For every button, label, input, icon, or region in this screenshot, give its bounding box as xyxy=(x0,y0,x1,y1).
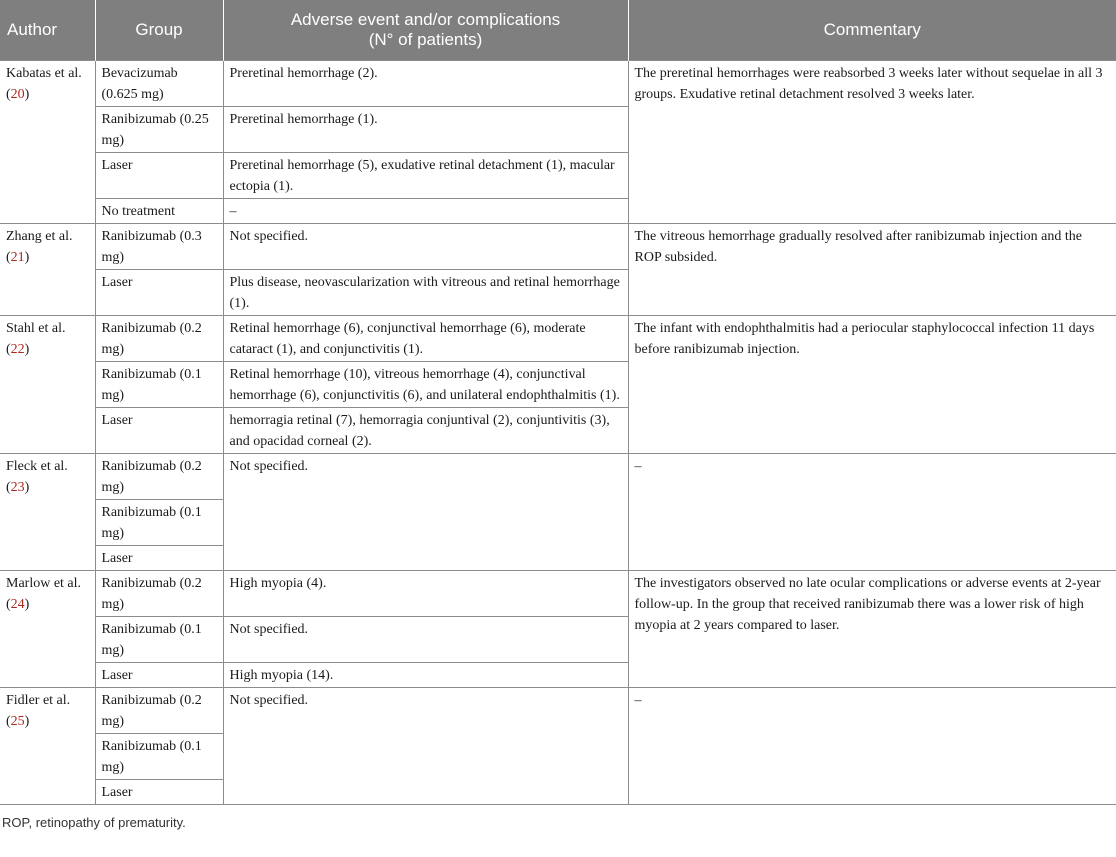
author-name: Marlow et al. ( xyxy=(6,576,82,612)
group-cell: Laser xyxy=(95,270,223,316)
adverse-event-cell: High myopia (4). xyxy=(223,571,628,617)
group-cell: Ranibizumab (0.25 mg) xyxy=(95,107,223,153)
adverse-event-cell: Retinal hemorrhage (10), vitreous hemorrhage (4), conjunctival hemorrhage (6), conjunctivitis (6), and unilateral endophthalmitis (1). xyxy=(223,362,628,408)
table-row xyxy=(0,224,1116,270)
adverse-event-cell: Not specified. xyxy=(223,454,628,571)
author-cell xyxy=(0,61,95,224)
reference-link[interactable]: 24 xyxy=(10,597,25,612)
header-commentary: Commentary xyxy=(628,0,1116,61)
table-footnote: ROP, retinopathy of prematurity. xyxy=(2,815,186,830)
table-row xyxy=(0,61,1116,107)
table-row xyxy=(0,571,1116,617)
group-cell: Ranibizumab (0.2 mg) xyxy=(95,688,223,734)
commentary-cell: The vitreous hemorrhage gradually resolved after ranibizumab injection and the ROP subsided. xyxy=(628,224,1116,316)
group-cell: Bevacizumab (0.625 mg) xyxy=(95,61,223,107)
commentary-cell: The investigators observed no late ocular complications or adverse events at 2-year follow-up. In the group that received ranibizumab there was a lower risk of high myopia at 2 years compared to laser. xyxy=(628,571,1116,688)
header-row xyxy=(0,0,1116,61)
group-cell: Ranibizumab (0.2 mg) xyxy=(95,454,223,500)
group-cell: Ranibizumab (0.2 mg) xyxy=(95,316,223,362)
header-author: Author xyxy=(0,0,95,61)
adverse-event-cell: Not specified. xyxy=(223,224,628,270)
author-cell xyxy=(0,688,95,805)
reference-link[interactable]: 21 xyxy=(10,250,25,265)
group-cell: Laser xyxy=(95,153,223,199)
group-cell: No treatment xyxy=(95,199,223,224)
header-adverse-events xyxy=(223,0,628,61)
header-group: Group xyxy=(95,0,223,61)
table-row xyxy=(0,688,1116,734)
group-cell: Laser xyxy=(95,408,223,454)
reference-link[interactable]: 23 xyxy=(10,480,25,495)
table-row xyxy=(0,316,1116,362)
author-cell xyxy=(0,454,95,571)
author-cell xyxy=(0,316,95,454)
group-cell: Laser xyxy=(95,663,223,688)
adverse-event-cell: Not specified. xyxy=(223,688,628,805)
adverse-event-cell: Retinal hemorrhage (6), conjunctival hemorrhage (6), moderate cataract (1), and conjunctivitis (1). xyxy=(223,316,628,362)
group-cell: Ranibizumab (0.1 mg) xyxy=(95,500,223,546)
adverse-event-cell: Not specified. xyxy=(223,617,628,663)
author-suffix: ) xyxy=(24,87,30,102)
reference-link[interactable]: 25 xyxy=(10,714,25,729)
group-cell: Ranibizumab (0.1 mg) xyxy=(95,734,223,780)
adverse-event-cell: – xyxy=(223,199,628,224)
commentary-cell: The infant with endophthalmitis had a periocular staphylococcal infection 11 days before ranibizumab injection. xyxy=(628,316,1116,454)
group-cell: Laser xyxy=(95,780,223,805)
group-cell: Ranibizumab (0.1 mg) xyxy=(95,362,223,408)
author-cell xyxy=(0,224,95,316)
adverse-event-cell: Preretinal hemorrhage (5), exudative retinal detachment (1), macular ectopia (1). xyxy=(223,153,628,199)
header-adverse-title: Adverse event and/or complications xyxy=(290,10,561,29)
author-suffix: ) xyxy=(24,250,30,265)
group-cell: Ranibizumab (0.1 mg) xyxy=(95,617,223,663)
group-cell: Laser xyxy=(95,546,223,571)
reference-link[interactable]: 20 xyxy=(10,87,25,102)
table-body xyxy=(0,61,1116,805)
author-suffix: ) xyxy=(24,714,30,729)
author-suffix: ) xyxy=(24,597,30,612)
author-name: Fidler et al. ( xyxy=(6,693,71,729)
group-cell: Ranibizumab (0.3 mg) xyxy=(95,224,223,270)
adverse-event-cell: Preretinal hemorrhage (2). xyxy=(223,61,628,107)
author-name: Kabatas et al. ( xyxy=(6,66,82,102)
commentary-cell: The preretinal hemorrhages were reabsorbed 3 weeks later without sequelae in all 3 groups. Exudative retinal detachment resolved 3 weeks later. xyxy=(628,61,1116,224)
group-cell: Ranibizumab (0.2 mg) xyxy=(95,571,223,617)
table-row xyxy=(0,454,1116,500)
adverse-event-cell: Preretinal hemorrhage (1). xyxy=(223,107,628,153)
commentary-cell: – xyxy=(628,454,1116,571)
reference-link[interactable]: 22 xyxy=(10,342,25,357)
author-cell xyxy=(0,571,95,688)
adverse-event-cell: Plus disease, neovascularization with vitreous and retinal hemorrhage (1). xyxy=(223,270,628,316)
adverse-event-cell: High myopia (14). xyxy=(223,663,628,688)
author-name: Fleck et al. ( xyxy=(6,459,68,495)
author-suffix: ) xyxy=(24,342,30,357)
commentary-cell: – xyxy=(628,688,1116,805)
author-name: Stahl et al. ( xyxy=(6,321,66,357)
adverse-event-cell: hemorragia retinal (7), hemorragia conjuntival (2), conjuntivitis (3), and opacidad corneal (2). xyxy=(223,408,628,454)
header-adverse-subtitle: (N° of patients) xyxy=(368,30,483,49)
author-suffix: ) xyxy=(24,480,30,495)
author-name: Zhang et al. ( xyxy=(6,229,73,265)
